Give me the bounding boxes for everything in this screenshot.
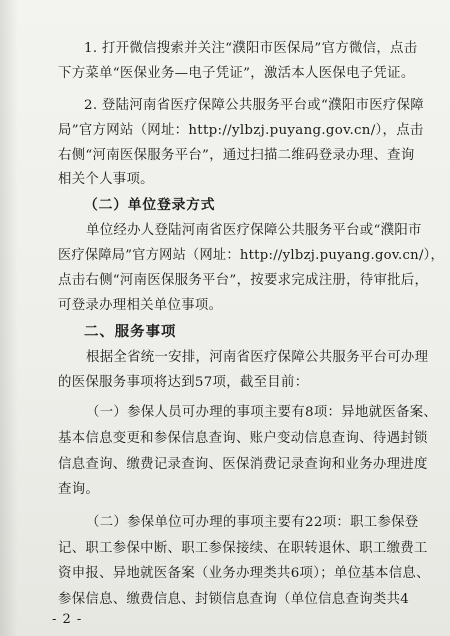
service-intro-line1: 根据全省统一安排，河南省医疗保障公共服务平台可办理 [86,350,429,365]
page-number: - 2 - [52,612,83,627]
units-line2: 记、职工参保中断、职工参保接续、在职转退休、职工缴费工 [58,541,428,556]
item2-line1: 2. 登陆河南省医疗保障公共服务平台或“濮阳市医疗保障 [84,98,424,113]
item2-line4: 相关个人事项。 [58,172,154,187]
unit-login-line2: 医疗保障局”官方网站（网址：http://ylbzj.puyang.gov.cn/）， [58,248,444,263]
units-line1: （二）参保单位可办理的事项主要有22项：职工参保登 [86,515,419,530]
unit-login-heading: （二）单位登录方式 [84,197,216,213]
insured-line4: 查询。 [58,482,100,497]
service-items-heading: 二、服务事项 [84,323,177,340]
insured-line2: 基本信息变更和参保信息查询、账户变动信息查询、待遇封锁 [58,431,428,446]
service-intro-line2: 的医保服务事项将达到57项，截至目前： [58,375,309,390]
units-line3: 资申报、异地就医备案（业务办理类共6项）；单位基本信息、 [58,566,430,581]
insured-line3: 信息查询、缴费记录查询、医保消费记录查询和业务办理进度 [58,457,428,472]
insured-line1: （一）参保人员可办理的事项主要有8项：异地就医备案、 [86,405,438,420]
unit-login-line4: 可登录办理相关单位事项。 [58,298,223,313]
unit-login-line1: 单位经办人登陆河南省医疗保障公共服务平台或“濮阳市 [86,223,422,238]
item1-line1: 1. 打开微信搜索并关注“濮阳市医保局”官方微信，点击 [84,41,418,56]
unit-login-line3: 点击右侧“河南医保服务平台”，按要求完成注册，待审批后， [58,273,429,288]
item2-line3: 右侧“河南医保服务平台”，通过扫描二维码登录办理、查询 [58,148,415,163]
units-line4: 参保信息、缴费信息、封锁信息查询（单位信息查询类共4 [58,592,410,607]
item1-line2: 下方菜单“医保业务—电子凭证”，激活本人医保电子凭证。 [58,66,415,81]
item2-line2: 局”官方网站（网址：http://ylbzj.puyang.gov.cn/），点击 [58,123,424,138]
page-left-shadow [0,0,18,636]
